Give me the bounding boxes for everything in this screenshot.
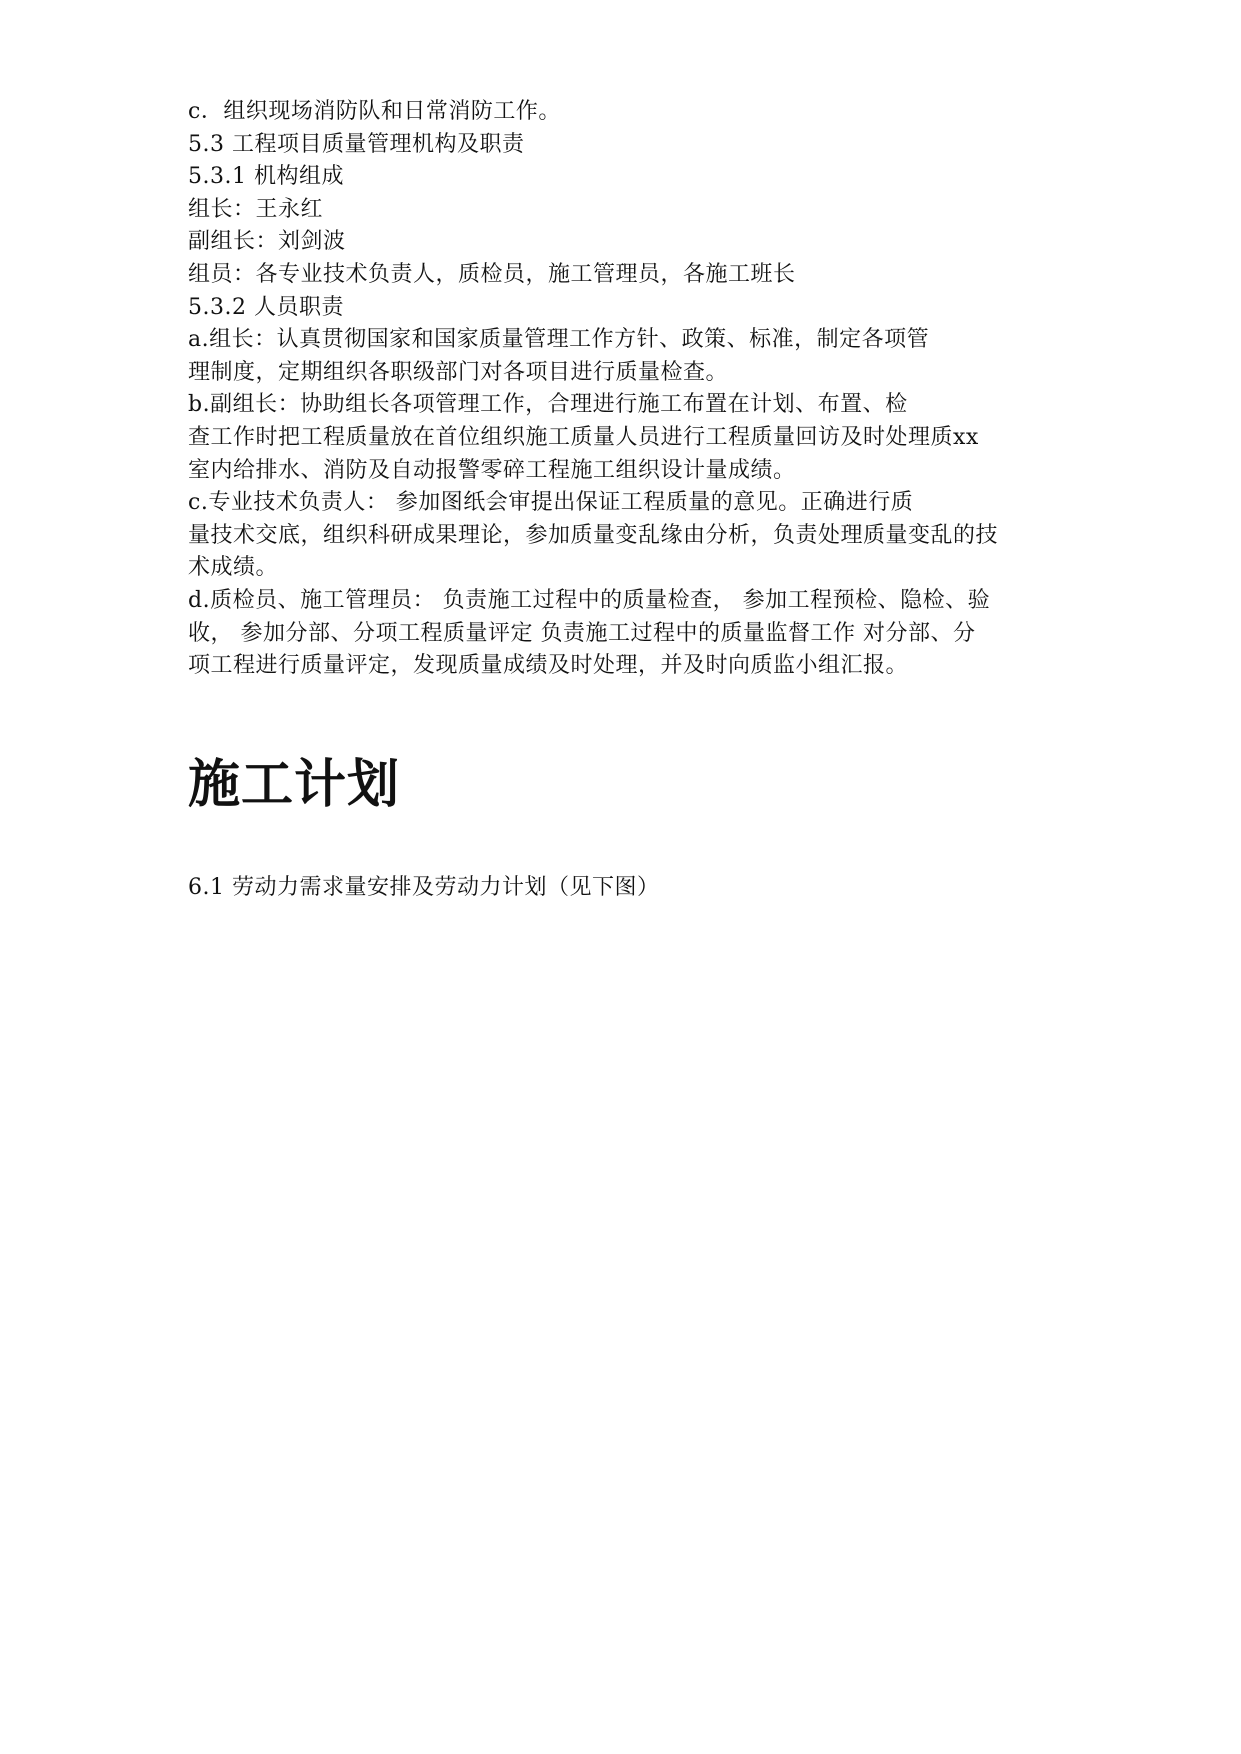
section-title-5-3: 5.3 工程项目质量管理机构及职责 — [188, 131, 525, 157]
text-line: b.副组长：协助组长各项管理工作，合理进行施工布置在计划、布置、检 — [188, 392, 908, 418]
text-line: 项工程进行质量评定，发现质量成绩及时处理，并及时向质监小组汇报。 — [188, 653, 909, 679]
text-line: 量技术交底，组织科研成果理论，参加质量变乱缘由分析，负责处理质量变乱的技 — [188, 522, 999, 548]
section-title-6-1: 6.1 劳动力需求量安排及劳动力计划（见下图） — [188, 875, 660, 900]
text-line: c.专业技术负责人： 参加图纸会审提出保证工程质量的意见。正确进行质 — [188, 490, 914, 516]
text-line: 副组长：刘剑波 — [188, 229, 346, 255]
text-line: d.质检员、施工管理员： 负责施工过程中的质量检查， 参加工程预检、隐检、验 — [188, 587, 991, 613]
text-line: a.组长：认真贯彻国家和国家质量管理工作方针、政策、标准，制定各项管 — [188, 327, 930, 353]
subsection-title-5-3-2: 5.3.2 人员职责 — [188, 294, 344, 320]
text-line: 查工作时把工程质量放在首位组织施工质量人员进行工程质量回访及时处理质xx — [188, 424, 979, 450]
subsection-title-5-3-1: 5.3.1 机构组成 — [188, 164, 344, 190]
text-line: 室内给排水、消防及自动报警零碎工程施工组织设计量成绩。 — [188, 457, 796, 483]
text-line: 组长：王永红 — [188, 196, 324, 222]
text-line: 收， 参加分部、分项工程质量评定 负责施工过程中的质量监督工作 对分部、分 — [188, 620, 976, 646]
body-text — [188, 96, 1068, 683]
text-line: c．组织现场消防队和日常消防工作。 — [188, 99, 561, 124]
text-line: 组员：各专业技术负责人，质检员，施工管理员，各施工班长 — [188, 261, 796, 287]
section-heading: 施工计划 — [188, 755, 401, 815]
text-line: 术成绩。 — [188, 555, 279, 581]
text-line: 理制度，定期组织各职级部门对各项目进行质量检查。 — [188, 359, 729, 385]
